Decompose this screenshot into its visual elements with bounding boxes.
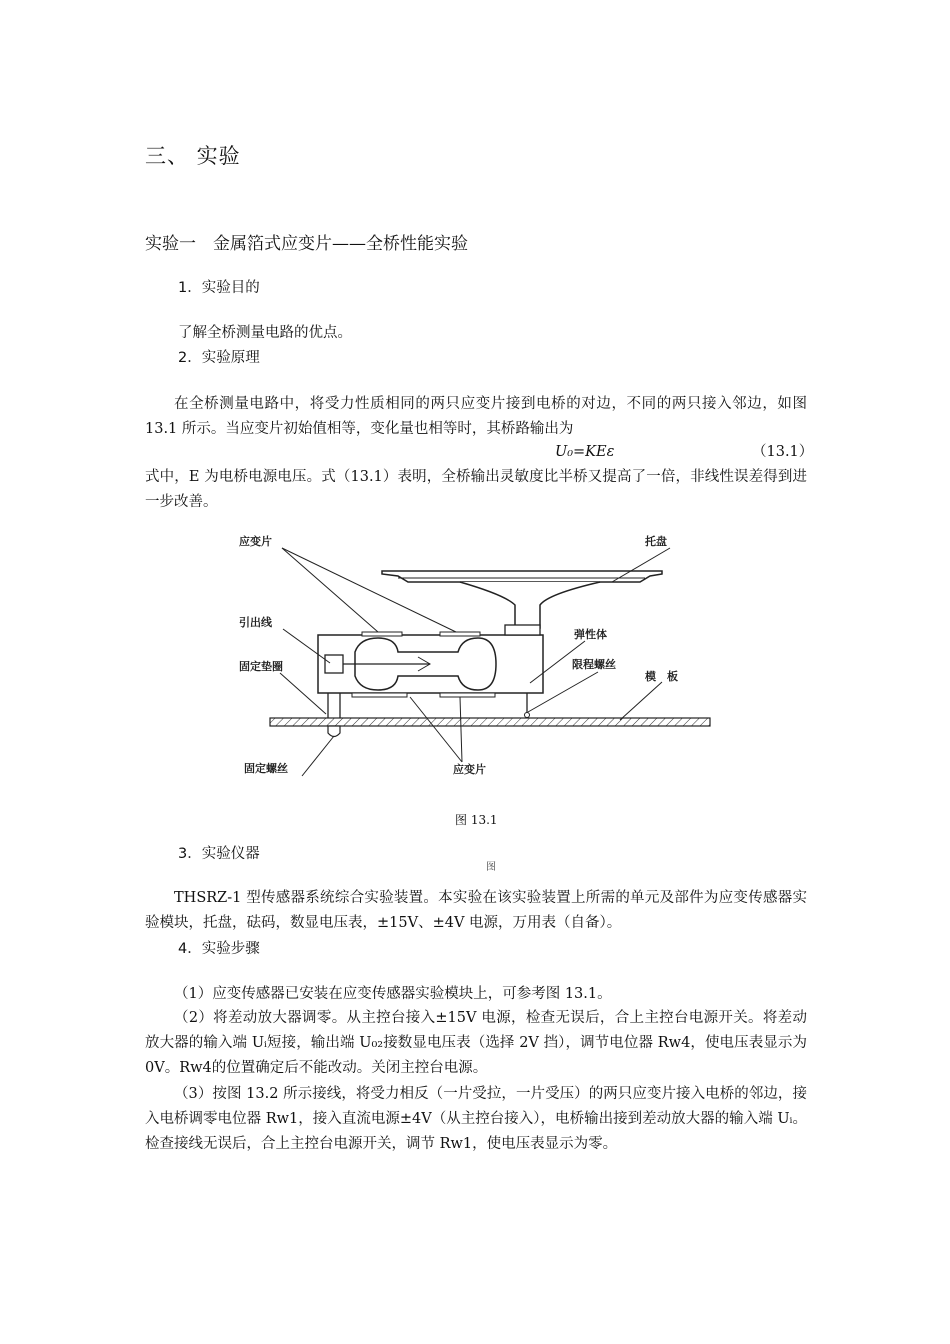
label-fixing-washer: 固定垫圈 xyxy=(239,660,283,673)
stray-figure-mark: 图 xyxy=(486,862,496,873)
label-strain-gauge-top: 应变片 xyxy=(239,535,272,548)
label-template: 模 板 xyxy=(645,670,678,683)
step-3: （3）按图 13.2 所示接线，将受力相反（一片受拉，一片受压）的两只应变片接入电桥的邻边，接入电桥调零电位器 Rw1，接入直流电源±4V（从主控台接入），电桥输出接到差动放大器的输入端 Uᵢ。检查接线无误后，合上主控台电源开关，调节 Rw1，使电压表显示为零。 xyxy=(145,1086,807,1152)
formula: U₀=KEε xyxy=(555,444,615,460)
fixing-screw-shape xyxy=(328,726,340,737)
label-strain-gauge-bottom: 应变片 xyxy=(453,763,486,776)
label-limit-screw: 限程螺丝 xyxy=(572,658,616,671)
lead-terminal xyxy=(325,655,343,673)
section-title: 三、 实验 xyxy=(145,144,241,168)
steps-heading: 4．实验步骤 xyxy=(178,941,260,957)
label-lead-wire: 引出线 xyxy=(239,616,272,629)
instrument-heading: 3．实验仪器 xyxy=(178,846,260,862)
template-plate xyxy=(270,718,710,726)
strain-gauge-top-left xyxy=(362,632,402,636)
purpose-text: 了解全桥测量电路的优点。 xyxy=(178,325,352,341)
label-fixing-screw: 固定螺丝 xyxy=(244,762,288,775)
formula-number: （13.1） xyxy=(752,444,814,460)
principle-heading: 2．实验原理 xyxy=(178,350,260,366)
label-tray: 托盘 xyxy=(645,535,667,548)
step-2: （2）将差动放大器调零。从主控台接入±15V 电源，检查无误后，合上主控台电源开关。将差动放大器的输入端 Uᵢ短接，输出端 U₀₂接数显电压表（选择 2V 挡），调节电位器 Rw4，使电压表显示为 0V。Rw4的位置确定后不能改动。关闭主控台电源。 xyxy=(145,1010,807,1076)
principle-paragraph-2: 式中，E 为电桥电源电压。式（13.1）表明，全桥输出灵敏度比半桥又提高了一倍，非线性误差得到进一步改善。 xyxy=(145,469,807,510)
label-elastic-body: 弹性体 xyxy=(574,628,607,641)
strain-gauge-figure xyxy=(230,528,730,784)
tray-shape xyxy=(382,571,662,628)
purpose-heading: 1．实验目的 xyxy=(178,280,260,296)
figure-caption: 图 13.1 xyxy=(455,813,498,827)
step-1: （1）应变传感器已安装在应变传感器实验模块上，可参考图 13.1。 xyxy=(174,986,612,1002)
principle-paragraph-1: 在全桥测量电路中，将受力性质相同的两只应变片接到电桥的对边，不同的两只接入邻边，如图 13.1 所示。当应变片初始值相等，变化量也相等时，其桥路输出为 xyxy=(145,396,807,437)
experiment-title: 实验一 金属箔式应变片——全桥性能实验 xyxy=(145,234,468,254)
instrument-text: THSRZ-1 型传感器系统综合实验装置。本实验在该实验装置上所需的单元及部件为应变传感器实验模块，托盘，砝码，数显电压表，±15V、±4V 电源，万用表（自备）。 xyxy=(145,890,807,931)
strain-gauge-bottom-left xyxy=(352,693,407,697)
strain-gauge-top-right xyxy=(440,632,480,636)
strain-gauge-bottom-right xyxy=(440,693,495,697)
